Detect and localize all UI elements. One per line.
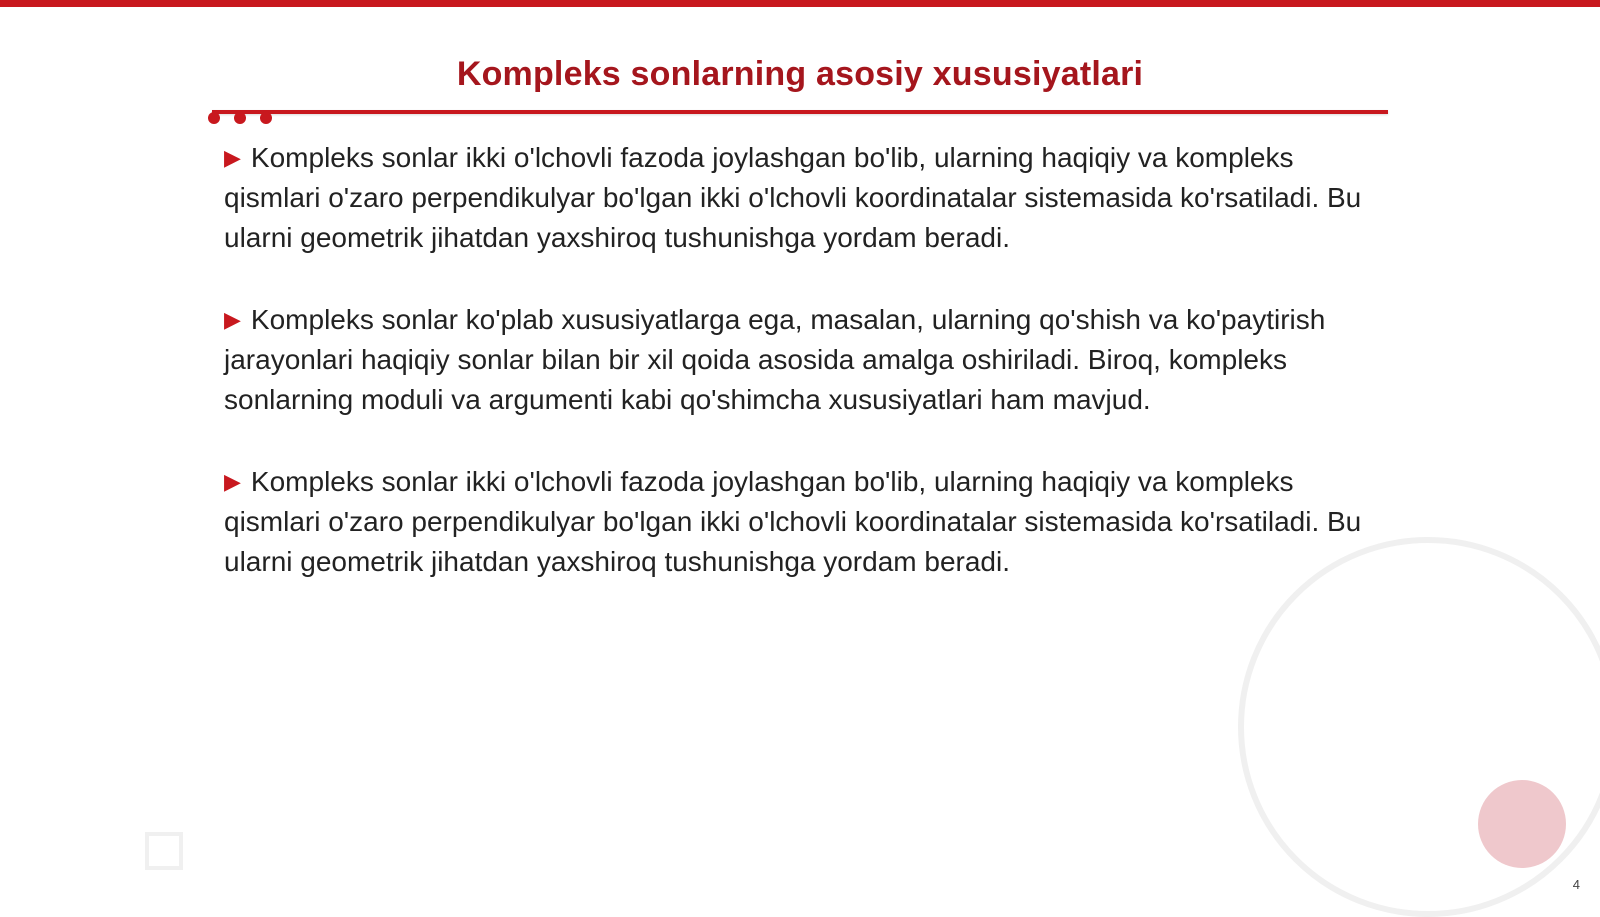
bullet-arrow-icon: ▶ (224, 469, 241, 494)
slide-title: Kompleks sonlarning asosiy xususiyatlari (456, 55, 1144, 93)
bullet-paragraph (224, 300, 1374, 420)
bullet-paragraph (224, 462, 1374, 582)
paragraph-text: Kompleks sonlar ikki o'lchovli fazoda joylashgan bo'lib, ularning haqiqiy va kompleks qismlari o'zaro perpendikulyar bo'lgan ikki o'lchovli koordinatalar sistemasida ko'rsatiladi. Bu ularni geometrik jihatdan yaxshiroq tushunishga yordam beradi. (224, 466, 1362, 577)
decorative-dot-icon (234, 112, 246, 124)
page-number: 4 (1572, 877, 1580, 892)
decorative-pink-circle (1478, 780, 1566, 868)
paragraph-text: Kompleks sonlar ko'plab xususiyatlarga ega, masalan, ularning qo'shish va ko'paytirish jarayonlari haqiqiy sonlar bilan bir xil qoida asosida amalga oshiriladi. Biroq, kompleks sonlarning moduli va argumenti kabi qo'shimcha xususiyatlari ham mavjud. (224, 304, 1326, 415)
title-underline (212, 110, 1388, 114)
bullet-paragraph (224, 138, 1374, 258)
decorative-dot-icon (208, 112, 220, 124)
decorative-square (145, 832, 183, 870)
bullet-list (224, 138, 1374, 624)
paragraph-text: Kompleks sonlar ikki o'lchovli fazoda joylashgan bo'lib, ularning haqiqiy va kompleks qismlari o'zaro perpendikulyar bo'lgan ikki o'lchovli koordinatalar sistemasida ko'rsatiladi. Bu ularni geometrik jihatdan yaxshiroq tushunishga yordam beradi. (224, 142, 1362, 253)
bullet-arrow-icon: ▶ (224, 145, 241, 170)
decorative-dot-icon (260, 112, 272, 124)
top-accent-bar (0, 0, 1600, 7)
bullet-arrow-icon: ▶ (224, 307, 241, 332)
